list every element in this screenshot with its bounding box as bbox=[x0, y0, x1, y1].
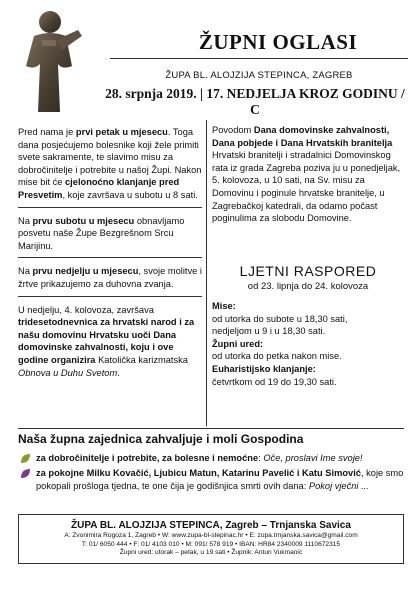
list-item: za dobročinitelje i potrebite, za bolesne i nemoćne: Oče, proslavi Ime svoje! bbox=[20, 452, 404, 464]
parish-name: ŽUPA BL. ALOJZIJA STEPINCA, ZAGREB bbox=[165, 70, 353, 81]
page-title: ŽUPNI OGLASI bbox=[198, 30, 358, 54]
summer-schedule: Mise: od utorka do subote u 18,30 sati, nedjeljom u 9 i u 18,30 sati. Župni ured: od utorka do petka nakon mise. Euharistijsko klanjanje: četvrtkom od 19 do 19,30 sati. bbox=[212, 300, 348, 387]
leaf-bullet-icon bbox=[20, 468, 31, 479]
first-sunday-notice: Na prvu nedjelju u mjesecu, svoje molitve i žrtve prikazujemo za duhovna zvanja. bbox=[18, 263, 202, 296]
thanks-title: Naša župna zajednica zahvaljuje i moli Gospodina bbox=[18, 432, 304, 446]
footer-office-hours: Župni ured: utorak – petak, u 19 sati • Župnik: Antun Vukmanić bbox=[119, 549, 303, 556]
footer-address: A: Zvonimira Rogoza 1, Zagreb • W: www.zupa-bl-stepinac.hr • E: zupa.trnjanska.savica@gmail.com bbox=[64, 532, 358, 539]
first-saturday-notice: Na prvu subotu u mjesecu obnavljamo posvetu naše Župe Bezgrešnom Srcu Marijinu. bbox=[18, 213, 202, 259]
novena-notice: U nedjelju, 4. kolovoza, završava tridesetodnevnica za hrvatski narod i za našu domovinu Hrvatsku uoči Dana domovinske zahvalnosti, koju i ove godine organizira Katolička karizmatska Obnova u Duhu Svetom. bbox=[18, 304, 195, 378]
thanks-list bbox=[20, 452, 404, 495]
statue-photo-icon bbox=[12, 6, 84, 112]
first-friday-notice: Pred nama je prvi petak u mjesecu. Toga dana posjećujemo bolesnike koji žele primiti svete sakramente, te slavimo misu za dobročinitelje i potrebite u našoj Župi. Nakon mise bit će cjelonoćno klanjanje pred Presvetim, koje završava u subotu u 8 sati. bbox=[18, 124, 202, 208]
homeland-day-notice: Povodom Dana domovinske zahvalnosti, Dana pobjede i Dana Hrvatskih branitelja Hrvatski branitelji i stradalnici Domovinskog rata iz grada Zagreba poziva ju u ponedjeljak, 5. kolovoza, u 10 sati, na Sv. misu za Domovinu i poginule hrvatske branitelje, u Zagrebačkoj katedrali, da odamo počast poginulima za slobodu Domovine. bbox=[212, 125, 401, 224]
column-divider bbox=[206, 120, 207, 426]
date-line: 28. srpnja 2019. | 17. NEDJELJA KROZ GODINU / C bbox=[105, 86, 405, 117]
title-divider bbox=[110, 58, 408, 59]
right-column bbox=[212, 124, 404, 388]
contact-footer bbox=[18, 514, 404, 564]
summer-schedule-dates: od 23. lipnja do 24. kolovoza bbox=[247, 281, 369, 293]
thanks-divider bbox=[18, 428, 404, 429]
summer-schedule-title: LJETNI RASPORED bbox=[239, 262, 377, 279]
list-item: za pokojne Milku Kovačić, Ljubicu Matun, Katarinu Pavelić i Katu Simović, koje smo pokopali prošloga tjedna, te one čija je godišnjica smrti ovih dana: Pokoj vječni ... bbox=[20, 467, 404, 492]
footer-title: ŽUPA BL. ALOJZIJA STEPINCA, Zagreb – Trnjanska Savica bbox=[71, 520, 351, 531]
footer-phone: T: 01/ 6050 444 • F: 01/ 4103 010 • M: 091/ 578 919 • IBAN: HR84 2340009 1110672315 bbox=[81, 540, 341, 548]
leaf-bullet-icon bbox=[20, 453, 31, 464]
left-column bbox=[18, 124, 202, 389]
header bbox=[0, 0, 420, 117]
